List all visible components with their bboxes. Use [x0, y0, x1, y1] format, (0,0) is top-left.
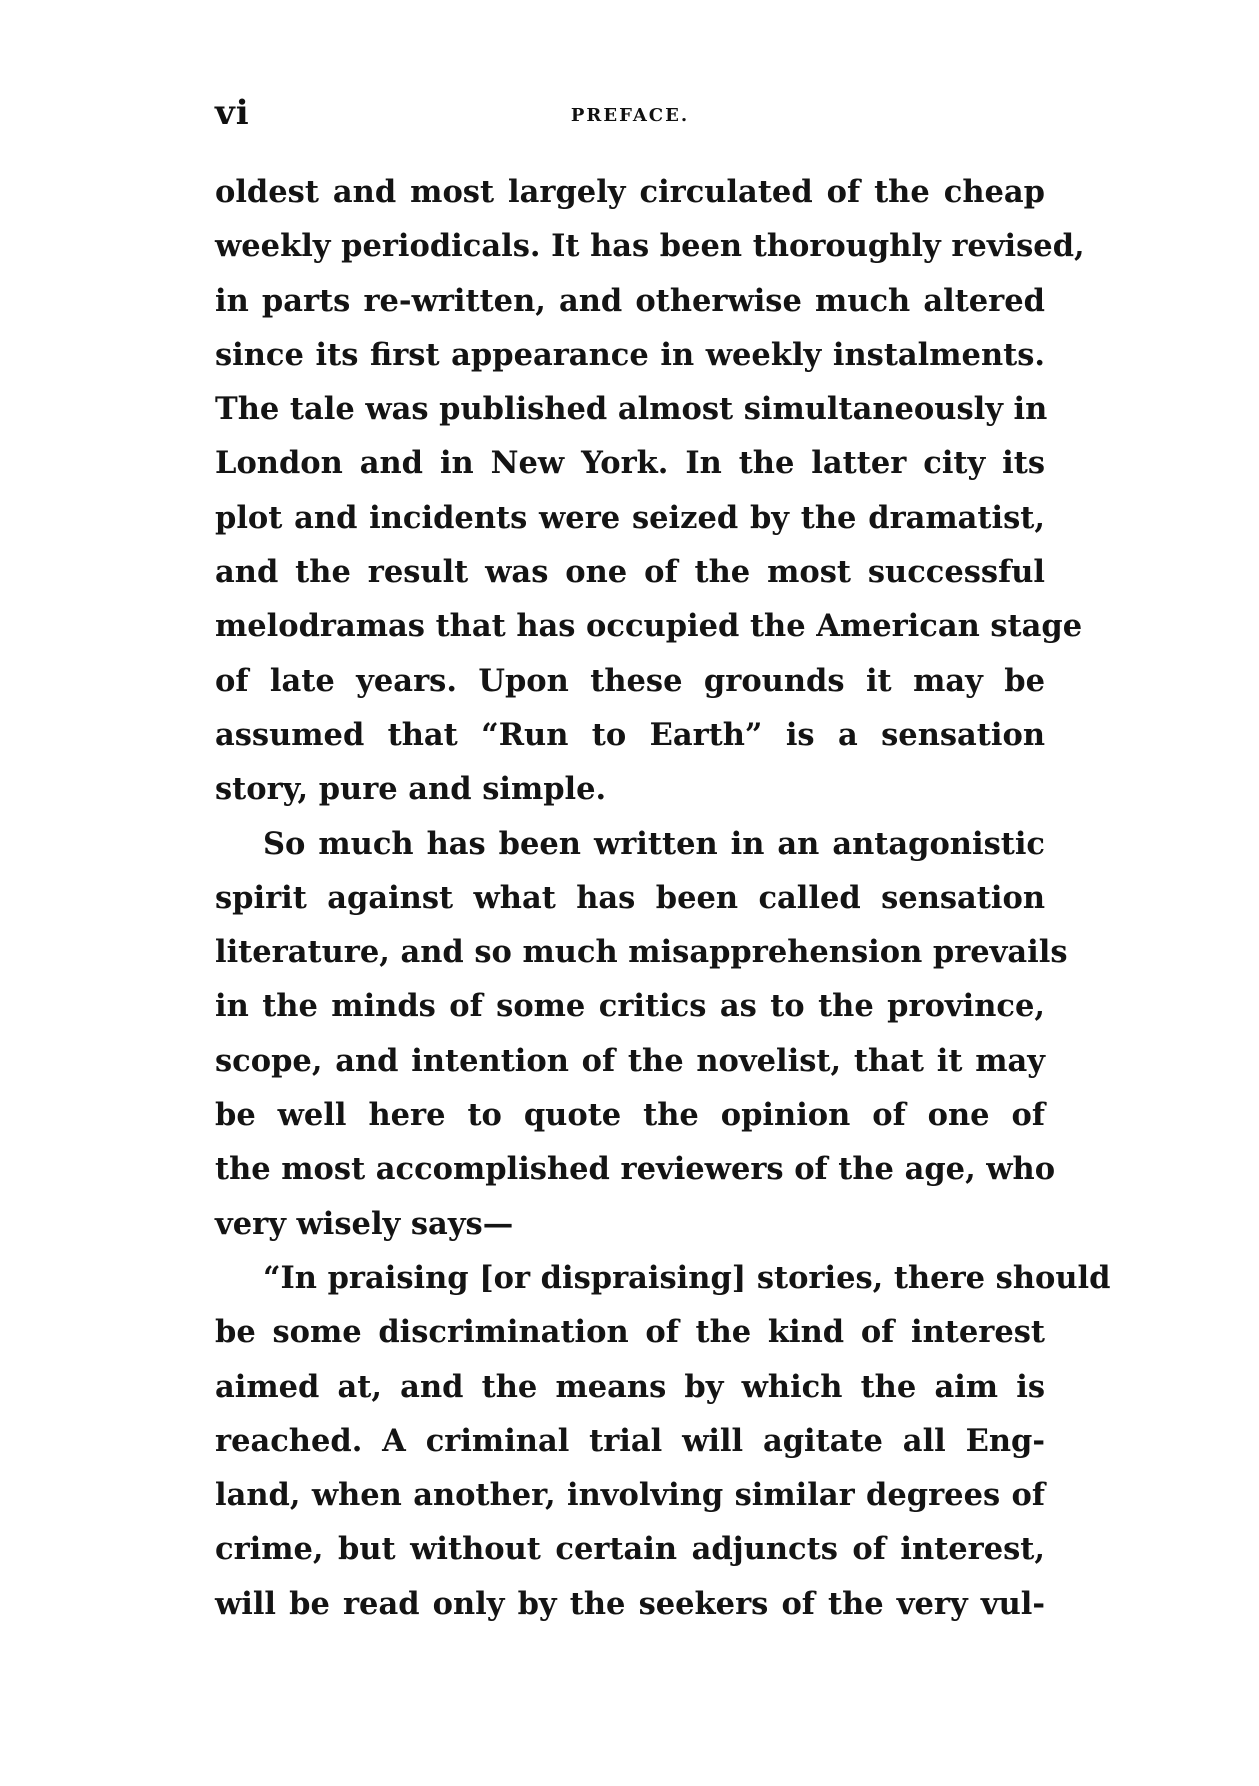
text-line: crime, but without certain adjuncts of interest,: [215, 1531, 1045, 1568]
text-line: land, when another, involving similar degrees of: [215, 1477, 1045, 1514]
text-line: will be read only by the seekers of the very vul-: [215, 1585, 1045, 1622]
text-line: be some discrimination of the kind of interest: [215, 1314, 1045, 1351]
text-line: in the minds of some critics as to the province,: [215, 988, 1045, 1025]
text-line: The tale was published almost simultaneously in: [215, 391, 1048, 428]
text-line: aimed at, and the means by which the aim is: [215, 1368, 1045, 1405]
paragraph-1: [215, 165, 1085, 817]
text-line: spirit against what has been called sensation: [215, 879, 1045, 916]
text-line: and the result was one of the most successful: [215, 554, 1045, 591]
text-line: story, pure and simple.: [215, 771, 607, 808]
text-line: plot and incidents were seized by the dramatist,: [215, 499, 1045, 536]
text-line: “In praising [or dispraising] stories, there should: [263, 1259, 1111, 1296]
text-line: be well here to quote the opinion of one of: [215, 1097, 1045, 1134]
body-text: [215, 165, 1111, 1631]
text-line: London and in New York. In the latter city its: [215, 445, 1045, 482]
text-line: oldest and most largely circulated of the cheap: [215, 174, 1045, 210]
text-line: since its first appearance in weekly instalments.: [215, 336, 1045, 373]
text-line: assumed that “Run to Earth” is a sensation: [215, 716, 1045, 753]
page-header: [215, 93, 1045, 133]
text-line: of late years. Upon these grounds it may be: [215, 662, 1045, 699]
text-line: very wisely says—: [215, 1205, 514, 1242]
running-head: PREFACE.: [570, 105, 690, 126]
paragraph-3: [215, 1251, 1111, 1631]
text-line: the most accomplished reviewers of the age, who: [215, 1151, 1056, 1188]
text-line: in parts re-written, and otherwise much altered: [215, 282, 1045, 319]
text-line: melodramas that has occupied the American stage: [215, 608, 1083, 645]
text-line: reached. A criminal trial will agitate all Eng-: [215, 1422, 1045, 1459]
text-line: literature, and so much misapprehension prevails: [215, 934, 1068, 971]
text-line: So much has been written in an antagonistic: [263, 825, 1045, 862]
page-number: vi: [215, 93, 250, 133]
paragraph-2: [215, 817, 1068, 1251]
text-line: weekly periodicals. It has been thoroughly revised,: [215, 228, 1085, 265]
text-line: scope, and intention of the novelist, that it may: [215, 1042, 1045, 1079]
